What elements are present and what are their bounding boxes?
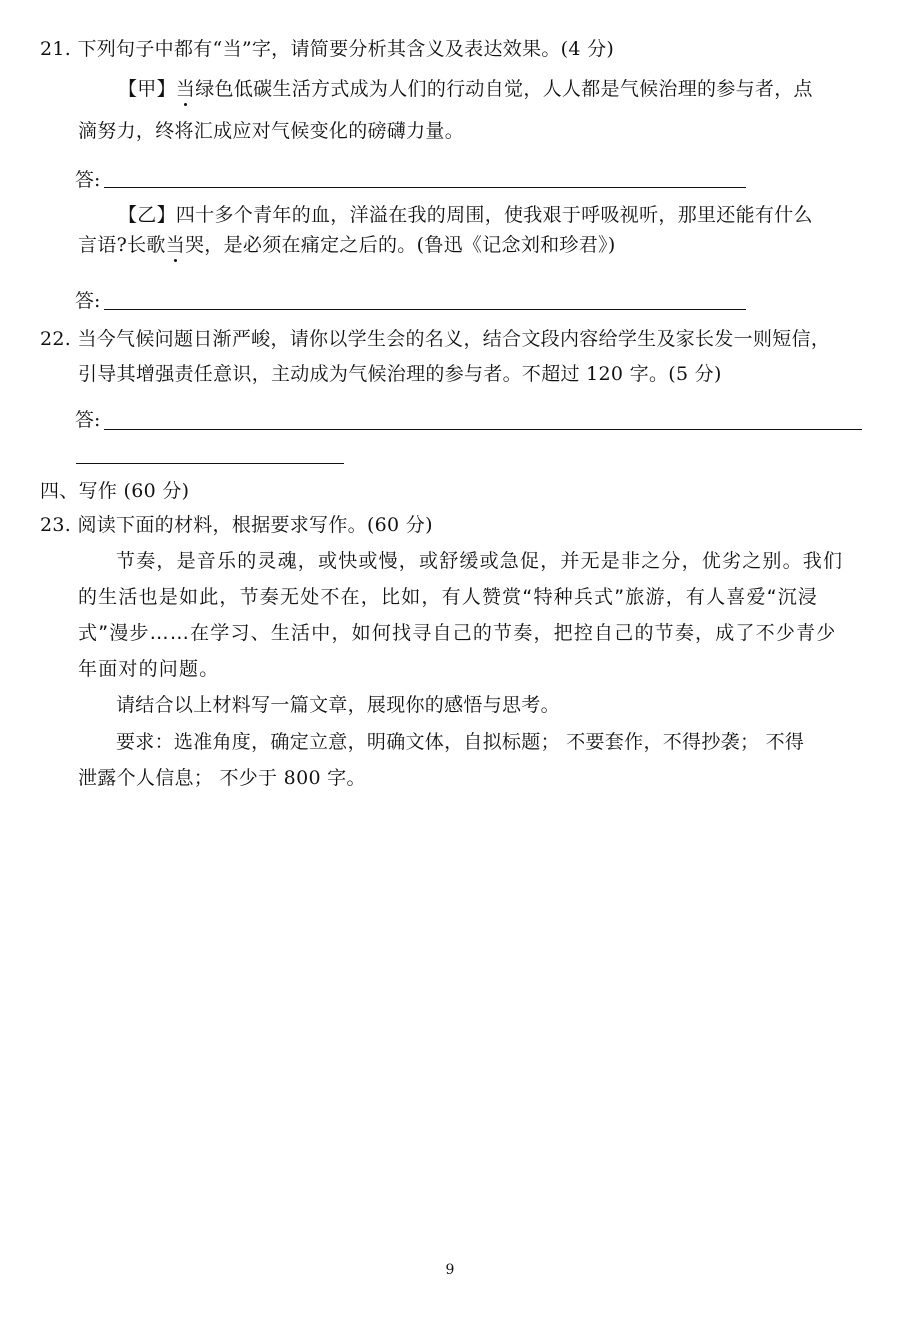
q22-answer-line-2 <box>76 463 344 464</box>
q21-answer-label-1: 答: <box>75 169 101 191</box>
q23-material-line-1: 节奏，是音乐的灵魂，或快或慢，或舒缓或急促，并无是非之分，优劣之别。我们 <box>116 550 844 572</box>
q21-answer-label-2: 答: <box>75 290 101 312</box>
q23-requirements-line-2: 泄露个人信息； 不少于 800 字。 <box>78 767 366 789</box>
section4-title: 四、写作 (60 分) <box>40 480 190 502</box>
q21-jia-dotted-char: 当 <box>175 78 196 100</box>
q21-jia-line2: 滴努力，终将汇成应对气候变化的磅礴力量。 <box>78 120 465 142</box>
q21-jia-line1 <box>118 76 813 102</box>
q22-line2: 引导其增强责任意识，主动成为气候治理的参与者。不超过 120 字。(5 分) <box>78 363 722 385</box>
q22-answer-label: 答: <box>75 409 101 431</box>
q21-yi-line1: 【乙】四十多个青年的血，洋溢在我的周围，使我艰于呼吸视听，那里还能有什么 <box>118 204 813 226</box>
q23-material-line-4: 年面对的问题。 <box>78 658 220 680</box>
page-number: 9 <box>445 1262 455 1278</box>
q21-stem: 21. 下列句子中都有“当”字，请简要分析其含义及表达效果。(4 分) <box>40 38 615 60</box>
q21-yi-line2 <box>78 232 616 258</box>
q23-instruction: 请结合以上材料写一篇文章，展现你的感悟与思考。 <box>116 694 560 716</box>
q21-answer-line-1 <box>104 187 746 188</box>
q21-yi-line2-before: 言语?长歌 <box>78 234 166 256</box>
q21-jia-tag: 【甲】 <box>118 78 176 100</box>
q23-material-line-3: 式”漫步……在学习、生活中，如何找寻自己的节奏，把控自己的节奏，成了不少青少 <box>78 622 837 644</box>
q21-yi-line2-after: 哭，是必须在痛定之后的。(鲁迅《记念刘和珍君》) <box>185 234 616 256</box>
q23-stem: 23. 阅读下面的材料，根据要求写作。(60 分) <box>40 514 433 536</box>
q23-requirements-line-1: 要求：选准角度，确定立意，明确文体，自拟标题； 不要套作，不得抄袭； 不得 <box>116 731 805 753</box>
q21-jia-line1-rest: 绿色低碳生活方式成为人们的行动自觉，人人都是气候治理的参与者，点 <box>195 78 813 100</box>
q21-answer-line-2 <box>104 309 746 310</box>
q22-line1: 22. 当今气候问题日渐严峻，请你以学生会的名义，结合文段内容给学生及家长发一则短信， <box>40 328 831 350</box>
q21-yi-dotted-char: 当 <box>165 234 185 256</box>
q22-answer-line-1 <box>104 429 862 430</box>
q23-material-line-2: 的生活也是如此，节奏无处不在，比如，有人赞赏“特种兵式”旅游，有人喜爱“沉浸 <box>78 586 819 608</box>
